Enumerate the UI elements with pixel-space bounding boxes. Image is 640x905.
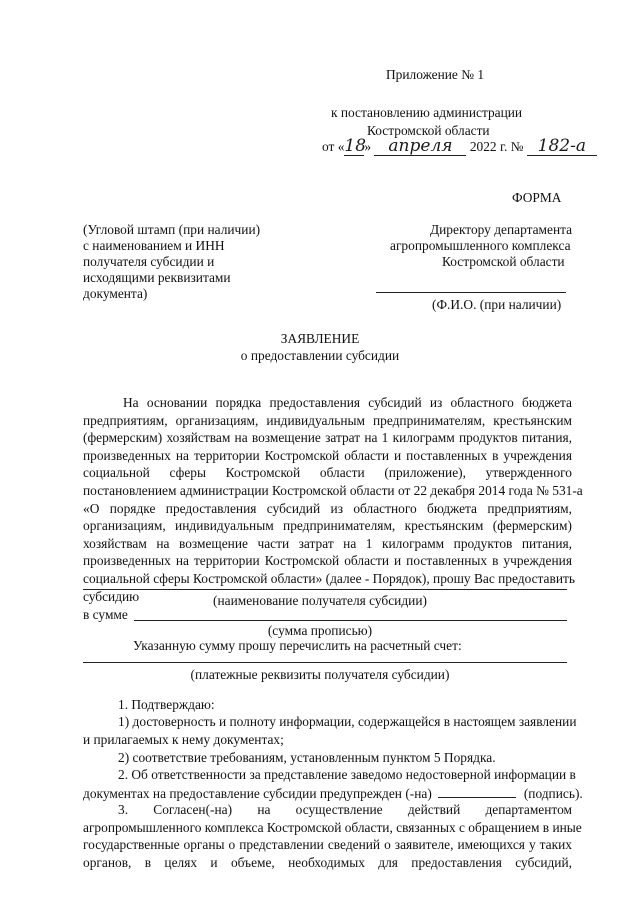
confirm-1-line: и прилагаемых к нему документах; [83, 731, 284, 747]
date-month: апреля [374, 138, 466, 156]
addressee-line-2: агропромышленного комплекса [390, 238, 571, 253]
confirm-1-line: 1) достоверность и полноту информации, содержащейся в настоящем заявлении [118, 714, 577, 729]
item-3-line: 3. Согласен(-на) на осуществление действий департаментом [118, 802, 572, 817]
decree-number: 182-а [527, 138, 597, 156]
confirm-1 [83, 713, 577, 748]
appendix-title: Приложение № 1 [386, 67, 485, 82]
item-3-line: государственные органы о представлении сведений о заявителе, имеющихся у таких [83, 837, 572, 853]
stamp-note-line: исходящими реквизитами [83, 270, 231, 285]
signature-caption: (подпись). [523, 785, 583, 801]
intro-line: социальной сферы Костромской области (приложение), утвержденного [83, 465, 572, 481]
requisites-blank-line [83, 662, 567, 663]
document-subtitle: о предоставлении субсидии [240, 348, 400, 363]
signature-blank-line [438, 784, 516, 798]
intro-line: хозяйствам на возмещение части затрат на 1 килограмм продуктов питания, [83, 535, 572, 551]
addressee-line-1: Директору департамента [430, 222, 573, 237]
requisites-caption: (платежные реквизиты получателя субсидии) [190, 667, 450, 682]
stamp-note-line: документа) [83, 286, 148, 301]
item-3-line: органов, в целях и объеме, необходимых для предоставления субсидий, [83, 854, 572, 870]
intro-line: произведенных на территории Костромской области и поставленных в учреждения [83, 553, 572, 569]
intro-line: На основании порядка предоставления субсидий из областного бюджета [123, 395, 572, 410]
item-3 [83, 801, 582, 871]
fio-caption: (Ф.И.О. (при наличии) [432, 297, 562, 312]
fio-blank-line [376, 292, 566, 293]
stamp-note-line: (Угловой штамп (при наличии) [83, 222, 261, 237]
item-2-line [83, 784, 583, 803]
stamp-note-line: с наименованием и ИНН [83, 238, 225, 253]
document-title: ЗАЯВЛЕНИЕ [280, 331, 360, 346]
intro-line: постановлением администрации Костромской области от 22 декабря 2014 года № 531-а [83, 482, 583, 498]
recipient-blank-line [83, 589, 567, 590]
confirm-title: 1. Подтверждаю: [118, 697, 215, 712]
confirm-2: 2) соответствие требованиям, установленным пунктом 5 Порядка. [118, 750, 496, 765]
intro-line: организациям, индивидуальным предпринимателям, крестьянским (фермерским) [83, 518, 572, 534]
recipient-caption: (наименование получателя субсидии) [213, 593, 427, 608]
decree-date [322, 138, 597, 156]
intro-line: произведенных на территории Костромской области и поставленных в учреждения [83, 447, 572, 463]
intro-line: предприятиям, организациям, индивидуальным предпринимателям, крестьянским [83, 412, 572, 428]
date-mid: » [364, 139, 372, 154]
addressee-line-3: Костромской области [442, 254, 565, 269]
intro-line: «О порядке предоставления субсидий из областного бюджета предприятиям, [83, 500, 572, 516]
intro-line: субсидию [83, 588, 140, 604]
account-text: Указанную сумму прошу перечислить на расчетный счет: [133, 638, 462, 653]
decree-line: к постановлению администрации [331, 105, 523, 120]
date-prefix: от « [322, 139, 345, 154]
intro-paragraph [83, 394, 583, 605]
date-day: 18 [344, 136, 367, 156]
item-2-line: 2. Об ответственности за представление заведомо недостоверной информации в [118, 767, 576, 782]
intro-line: социальной сферы Костромской области» (далее - Порядок), прошу Вас предоставить [83, 570, 575, 586]
stamp-note-line: получателя субсидии и [83, 254, 215, 269]
intro-line: (фермерским) хозяйствам на возмещение затрат на 1 килограмм продуктов питания, [83, 430, 572, 446]
sum-caption: (сумма прописью) [267, 623, 373, 638]
region-line: Костромской области [367, 123, 490, 138]
sum-label: в сумме [83, 607, 128, 622]
form-label: ФОРМА [512, 190, 562, 205]
stamp-note [83, 222, 260, 302]
item-2 [83, 766, 583, 802]
item-2-text: документах на предоставление субсидии предупрежден (-на) [83, 785, 432, 801]
item-3-line: агропромышленного комплекса Костромской области, связанных с обращением в иные [83, 819, 582, 835]
date-year: 2022 г. № [469, 139, 524, 154]
sum-blank-line [134, 620, 567, 621]
